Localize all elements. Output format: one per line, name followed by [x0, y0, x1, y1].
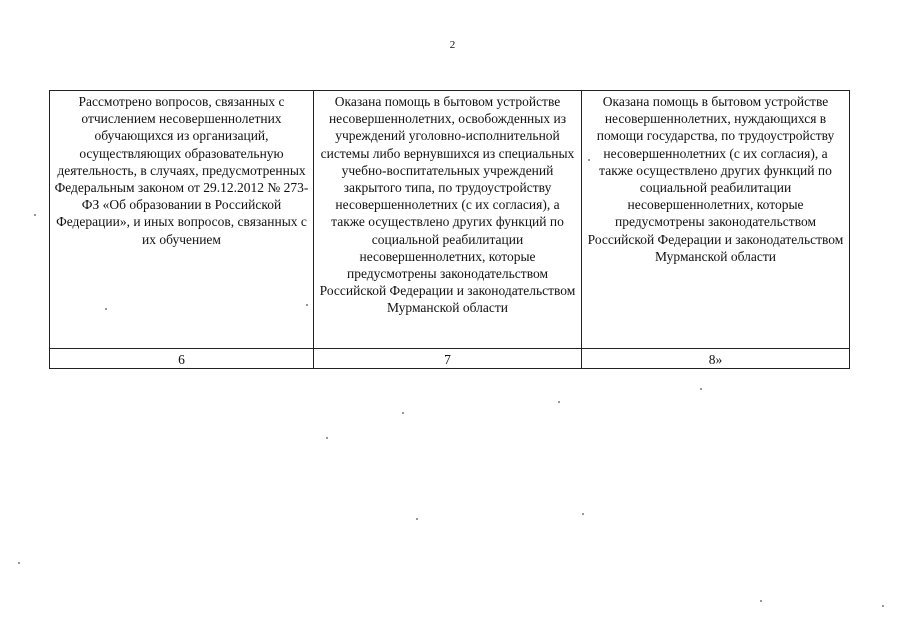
- scan-speck: [105, 308, 107, 310]
- scan-speck: [760, 600, 762, 602]
- scan-speck: [402, 412, 404, 414]
- column-number-cell: 7: [314, 349, 582, 369]
- table-row: [50, 91, 850, 349]
- table-cell: Оказана помощь в бытовом устройстве несовершеннолетних, освобожденных из учреждений уголовно-исполнительной системы либо вернувшихся из специальных учебно-воспитательных учреждений закрытого типа, по трудоустройству несовершеннолетних (с их согласия), а также осуществлено других функций по социальной реабилитации несовершеннолетних, которые предусмотрены законодательством Российской Федерации и законодательством Мурманской области: [314, 91, 582, 349]
- document-table: [49, 90, 850, 369]
- scan-speck: [326, 437, 328, 439]
- scan-speck: [582, 513, 584, 515]
- scan-speck: [34, 214, 36, 216]
- column-number-cell: 8»: [582, 349, 850, 369]
- scan-speck: [306, 304, 308, 306]
- scan-speck: [700, 388, 702, 390]
- scan-speck: [588, 159, 590, 161]
- scan-speck: [882, 605, 884, 607]
- table-cell: Оказана помощь в бытовом устройстве несовершеннолетних, нуждающихся в помощи государства, по трудоустройству несовершеннолетних (с их согласия), а также осуществлено других функций по социальной реабилитации несовершеннолетних, которые предусмотрены законодательством Российской Федерации и законодательством Мурманской области: [582, 91, 850, 349]
- page-number: 2: [449, 39, 456, 51]
- scan-speck: [416, 518, 418, 520]
- scan-speck: [558, 401, 560, 403]
- table-row: [50, 349, 850, 369]
- scan-speck: [18, 562, 20, 564]
- table-cell: Рассмотрено вопросов, связанных с отчислением несовершеннолетних обучающихся из организаций, осуществляющих образовательную деятельность, в случаях, предусмотренных Федеральным законом от 29.12.2012 № 273-ФЗ «Об образовании в Российской Федерации», и иных вопросов, связанных с их обучением: [50, 91, 314, 349]
- column-number-cell: 6: [50, 349, 314, 369]
